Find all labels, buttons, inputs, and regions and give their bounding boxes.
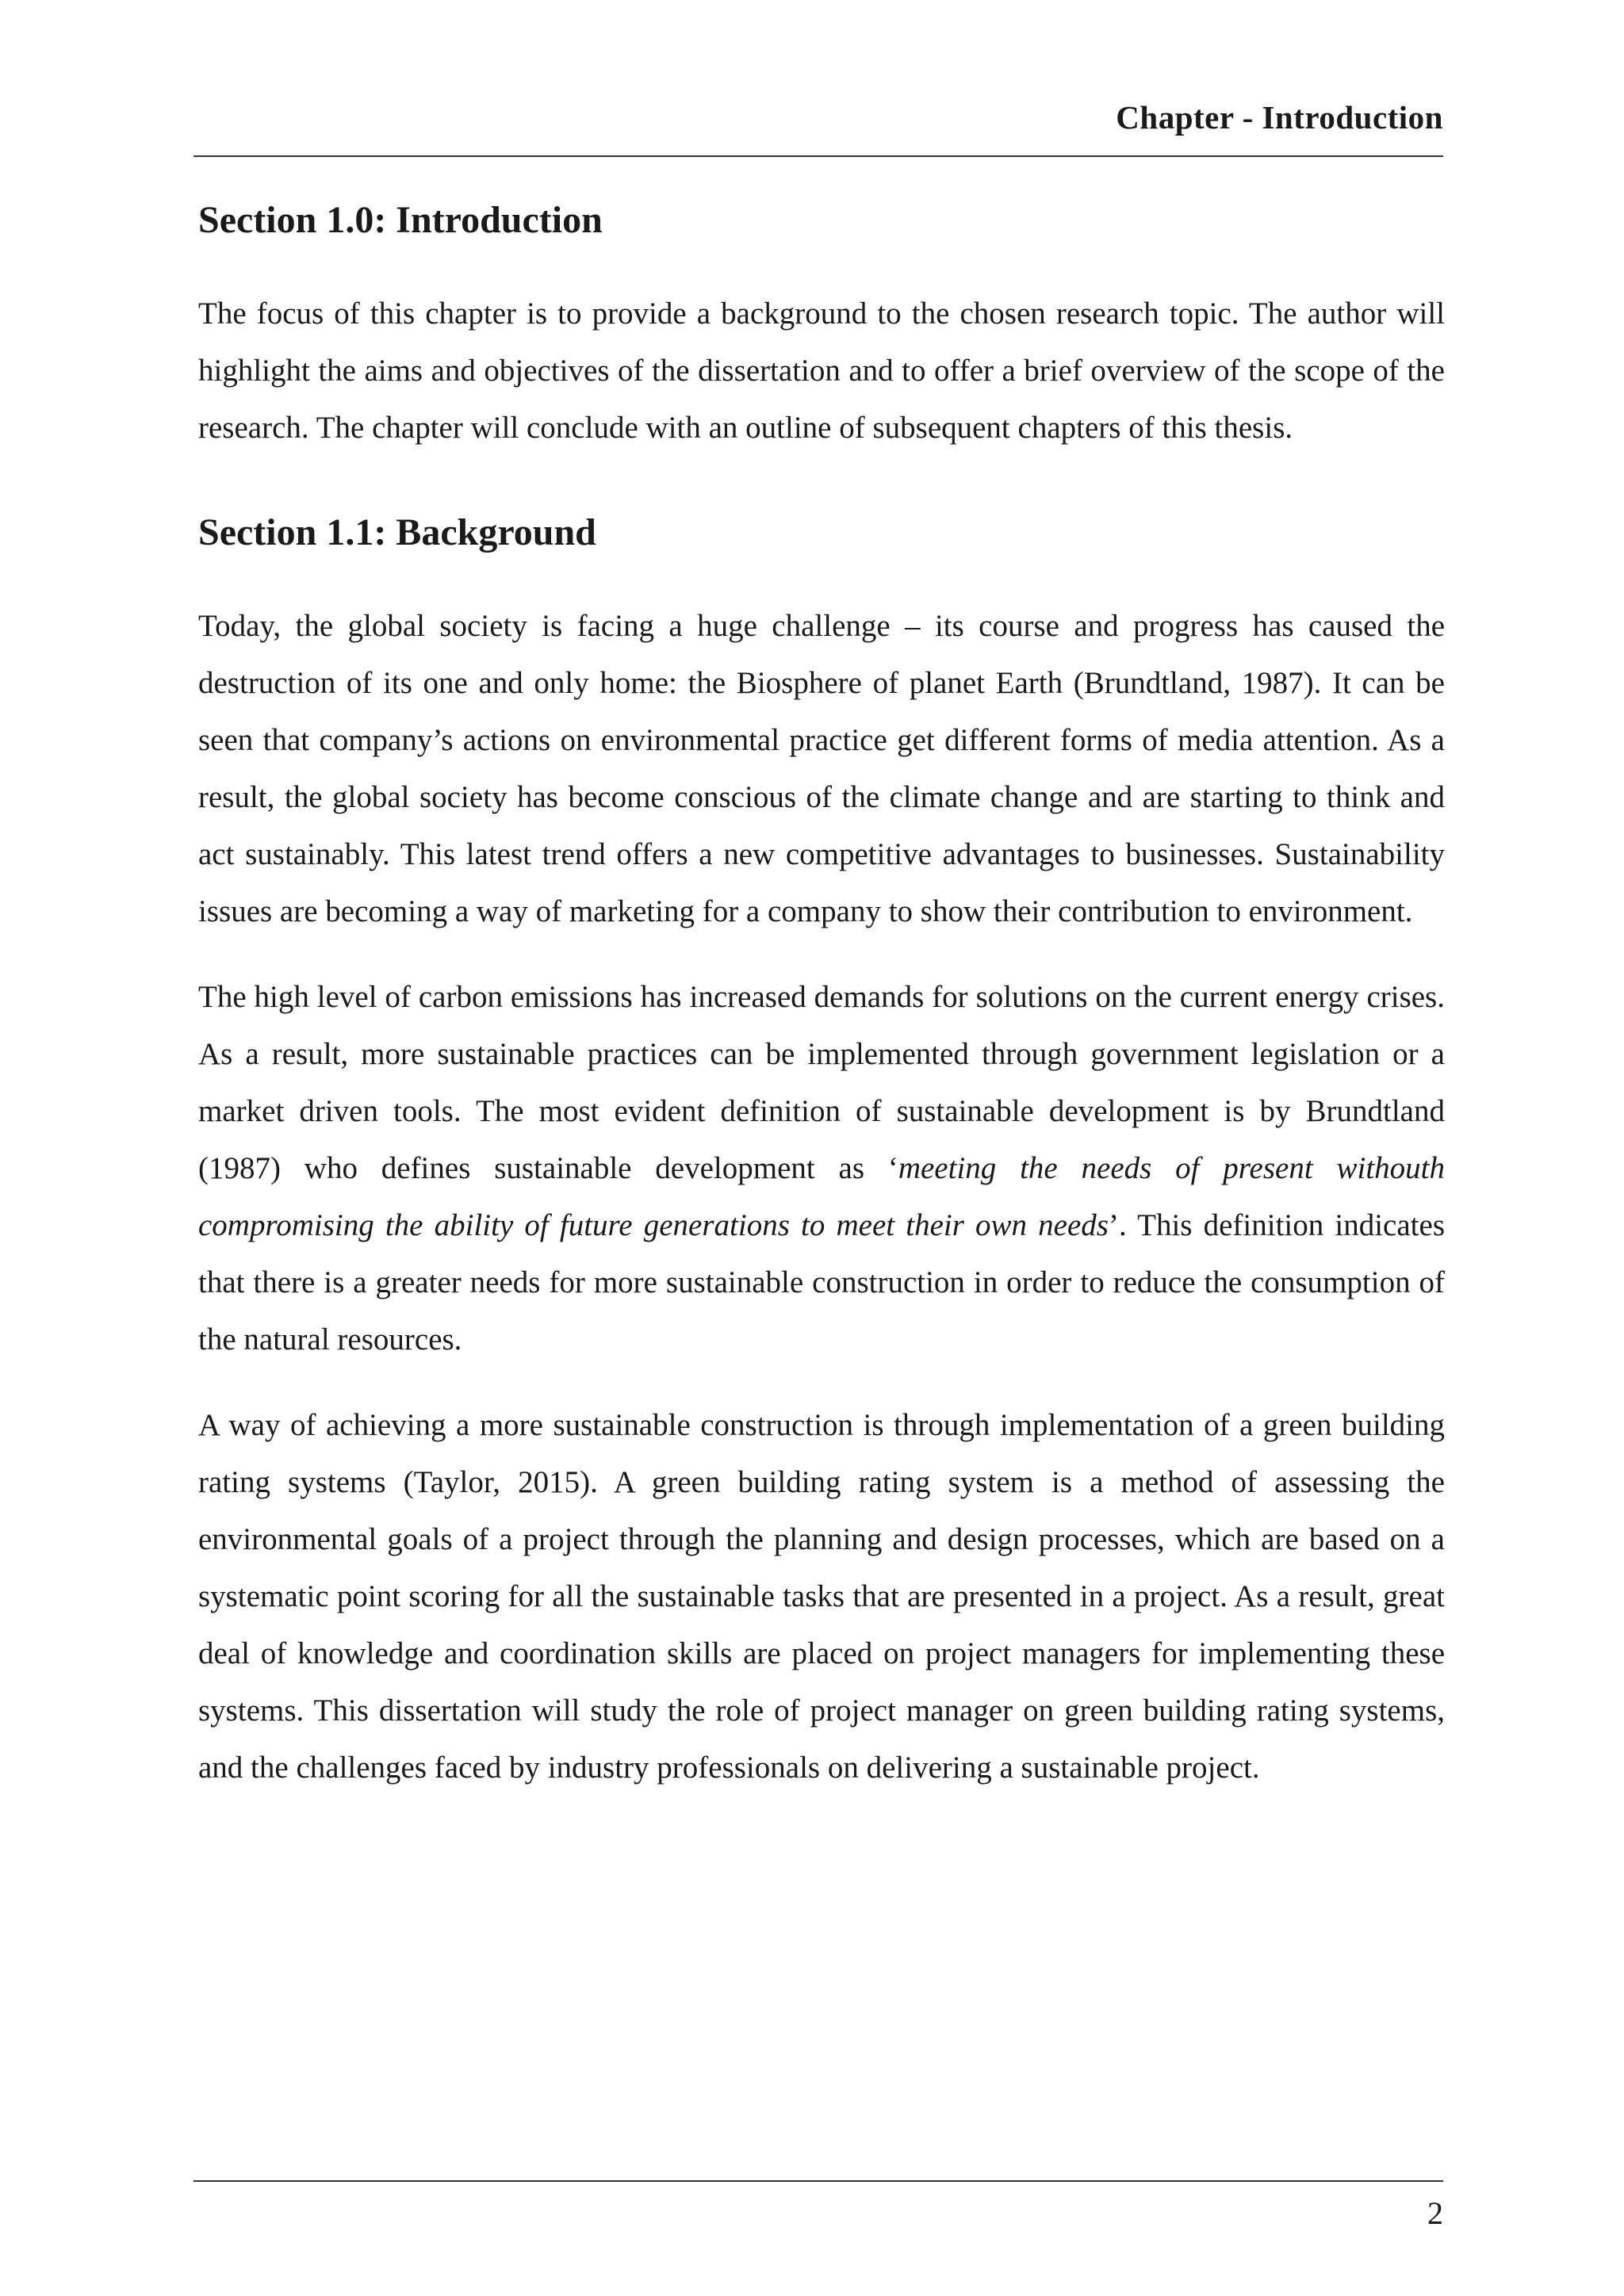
running-header: Chapter - Introduction bbox=[1116, 99, 1443, 136]
paragraph-introduction: The focus of this chapter is to provide a background to the chosen research topic. The author will highlight the aims and objectives of the dissertation and to offer a brief overview of the scope of the research. The chapter will conclude with an outline of subsequent chapters of this thesis. bbox=[198, 297, 1445, 445]
page-number: 2 bbox=[1427, 2195, 1443, 2231]
definition-quote: meeting the needs of present withouth compromising the ability of future generations to meet their own needs bbox=[198, 1151, 1445, 1242]
page-body bbox=[198, 195, 1445, 1797]
paragraph-background-1: Today, the global society is facing a huge challenge – its course and progress has caused the destruction of its one and only home: the Biosphere of planet Earth (Brundtland, 1987). It can be seen that company’s actions on environmental practice get different forms of media attention. As a result, the global society has become conscious of the climate change and are starting to think and act sustainably. This latest trend offers a new competitive advantages to businesses. Sustainability issues are becoming a way of marketing for a company to show their contribution to environment. bbox=[198, 609, 1445, 928]
paragraph-background-3: A way of achieving a more sustainable construction is through implementation of a green building rating systems (Taylor, 2015). A green building rating system is a method of assessing the environmental goals of a project through the planning and design processes, which are based on a systematic point scoring for all the sustainable tasks that are presented in a project. As a result, great deal of knowledge and coordination skills are placed on project managers for implementing these systems. This dissertation will study the role of project manager on green building rating systems, and the challenges faced by industry professionals on delivering a sustainable project. bbox=[198, 1408, 1445, 1785]
paragraph-text-after-quote: ’. This definition indicates that there is a greater needs for more sustainable construction in order to reduce the consumption of the natural resources. bbox=[198, 1208, 1445, 1357]
section-heading-introduction: Section 1.0: Introduction bbox=[198, 199, 603, 241]
section-heading-background: Section 1.1: Background bbox=[198, 511, 596, 553]
paragraph-background-2 bbox=[198, 969, 1445, 1368]
footer-rule bbox=[193, 2180, 1443, 2182]
header-rule bbox=[193, 155, 1443, 157]
paragraph-text-before-quote: The high level of carbon emissions has increased demands for solutions on the current energy crises. As a result, more sustainable practices can be implemented through government legislation or a market driven tools. The most evident definition of sustainable development is by Brundtland (1987) who defines sustainable development as ‘ bbox=[198, 980, 1445, 1185]
